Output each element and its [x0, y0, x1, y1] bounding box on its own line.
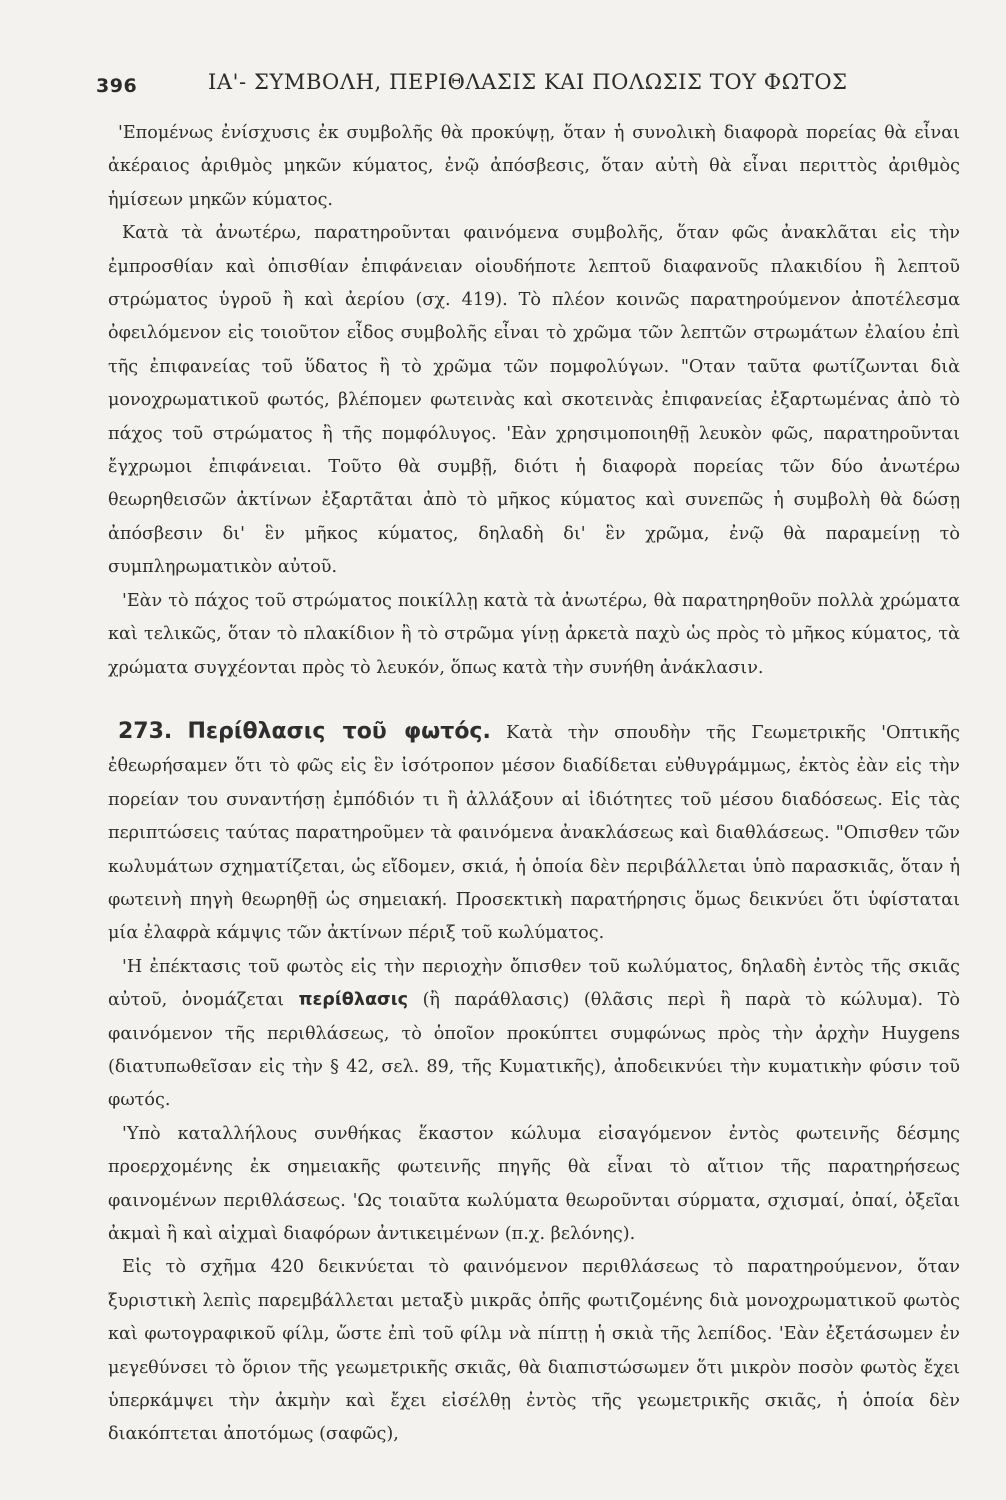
section-title: Περίθλασις τοῦ φωτός. [187, 718, 491, 744]
page-header [96, 68, 956, 102]
section-273 [108, 715, 960, 951]
paragraph-3: 'Εὰν τὸ πάχος τοῦ στρώματος ποικίλλῃ κατὰ τὰ ἀνωτέρω, θὰ παρατηρηθοῦν πολλὰ χρώματα καὶ τελικῶς, ὅταν τὸ πλακίδιον ἢ τὸ στρῶμα γίνῃ ἀρκετὰ παχὺ ὡς πρὸς τὸ μῆκος κύματος, τὰ χρώματα συγχέονται πρὸς τὸ λευκόν, ὅπως κατὰ τὴν συνήθη ἀνάκλασιν. [108, 590, 960, 678]
running-head: ΙΑ'- ΣΥΜΒΟΛΗ, ΠΕΡΙΘΛΑΣΙΣ ΚΑΙ ΠΟΛΩΣΙΣ ΤΟΥ ΦΩΤΟΣ [208, 70, 848, 94]
paragraph-5-before: 'Η ἐπέκτασις τοῦ φωτὸς εἰς τὴν περιοχὴν ὄπισθεν τοῦ κωλύματος, δηλαδὴ ἐντὸς τῆς σκιᾶς αὐτοῦ, ὀνομάζεται [108, 956, 960, 1011]
paragraph-2: Κατὰ τὰ ἀνωτέρω, παρατηροῦνται φαινόμενα συμβολῆς, ὅταν φῶς ἀνακλᾶται εἰς τὴν ἐμπροσθίαν καὶ ὀπισθίαν ἐπιφάνειαν οἱουδήποτε λεπτοῦ διαφανοῦς πλακιδίου ἢ λεπτοῦ στρώματος ὑγροῦ ἢ καὶ ἀερίου (σχ. 419). Τὸ πλέον κοινῶς παρατηρούμενον ἀποτέλεσμα ὀφειλόμενον εἰς τοιοῦτον εἶδος συμβολῆς εἶναι τὸ χρῶμα τῶν λεπτῶν στρωμάτων ἐλαίου ἐπὶ τῆς ἐπιφανείας τοῦ ὕδατος ἢ τὸ χρῶμα τῶν πομφολύγων. "Οταν ταῦτα φωτίζωνται διὰ μονοχρωματικοῦ φωτός, βλέπομεν φωτεινὰς καὶ σκοτεινὰς ἐπιφανείας ἐξαρτωμένας ἀπὸ τὸ πάχος τοῦ στρώματος ἢ τῆς πομφόλυγος. 'Εὰν χρησιμοποιηθῇ λευκὸν φῶς, παρατηροῦνται ἔγχρωμοι ἐπιφάνειαι. Τοῦτο θὰ συμβῇ, διότι ἡ διαφορὰ πορείας τῶν δύο ἀνωτέρω θεωρηθεισῶν ἀκτίνων ἐξαρτᾶται ἀπὸ τὸ μῆκος κύματος καὶ συνεπῶς ἡ συμβολὴ θὰ δώσῃ ἀπόσβεσιν δι' ἓν μῆκος κύματος, δηλαδὴ δι' ἓν χρῶμα, ἐνῷ θὰ παραμείνῃ τὸ συμπληρωματικὸν αὐτοῦ. [108, 223, 960, 578]
page-body [108, 117, 960, 1452]
paragraph-5-after: (ἢ παράθλασις) (θλᾶσις περὶ ἢ παρὰ τὸ κώλυμα). Τὸ φαινόμενον τῆς περιθλάσεως, τὸ ὁποῖον προκύπτει συμφώνως πρὸς τὴν ἀρχὴν Huygens (διατυπωθεῖσαν εἰς τὴν § 42, σελ. 89, τῆς Κυματικῆς), ἀποδεικνύει τὴν κυματικὴν φύσιν τοῦ φωτός. [108, 990, 960, 1111]
term-perithlasis: περίθλασις [298, 990, 409, 1011]
paragraph-6: 'Υπὸ καταλλήλους συνθήκας ἕκαστον κώλυμα εἰσαγόμενον ἐντὸς φωτεινῆς δέσμης προερχομένης ἐκ σημειακῆς φωτεινῆς πηγῆς θὰ εἶναι τὸ αἴτιον τῆς παρατηρήσεως φαινομένων περιθλάσεως. 'Ως τοιαῦτα κωλύματα θεωροῦνται σύρματα, σχισμαί, ὀπαί, ὀξεῖαι ἀκμαὶ ἢ καὶ αἰχμαὶ διαφόρων ἀντικειμένων (π.χ. βελόνης). [108, 1123, 960, 1244]
page-number: 396 [96, 75, 138, 97]
paragraph-7: Εἰς τὸ σχῆμα 420 δεικνύεται τὸ φαινόμενον περιθλάσεως τὸ παρατηρούμενον, ὅταν ξυριστικὴ λεπὶς παρεμβάλλεται μεταξὺ μικρᾶς ὀπῆς φωτιζομένης διὰ μονοχρωματικοῦ φωτὸς καὶ φωτογραφικοῦ φίλμ, ὥστε ἐπὶ τοῦ φίλμ νὰ πίπτῃ ἡ σκιὰ τῆς λεπίδος. 'Εὰν ἐξετάσωμεν ἐν μεγεθύνσει τὸ ὅριον τῆς γεωμετρικῆς σκιᾶς, θὰ διαπιστώσωμεν ὅτι μικρὸν ποσὸν φωτὸς ἔχει ὑπερκάμψει τὴν ἀκμὴν καὶ ἔχει εἰσέλθῃ ἐντὸς τῆς γεωμετρικῆς σκιᾶς, ἡ ὁποία δὲν διακόπτεται ἀποτόμως (σαφῶς), [108, 1257, 960, 1445]
section-intro: Κατὰ τὴν σπουδὴν τῆς Γεωμετρικῆς 'Οπτικῆς ἐθεωρήσαμεν ὅτι τὸ φῶς εἰς ἓν ἰσότροπον μέσον διαδίδεται εὐθυγράμμως, ἐκτὸς ἐὰν εἰς τὴν πορείαν του συναντήσῃ ἐμπόδιόν τι ἢ ἀλλάξουν αἱ ἰδιότητες τοῦ μέσου διαδόσεως. Εἰς τὰς περιπτώσεις ταύτας παρατηροῦμεν τὰ φαινόμενα ἀνακλάσεως καὶ διαθλάσεως. "Οπισθεν τῶν κωλυμάτων σχηματίζεται, ὡς εἴδομεν, σκιά, ἡ ὁποία δὲν περιβάλλεται ὑπὸ παρασκιᾶς, ὅταν ἡ φωτεινὴ πηγὴ θεωρηθῇ ὡς σημειακή. Προσεκτικὴ παρατήρησις ὅμως δεικνύει ὅτι ὑφίσταται μία ἐλαφρὰ κάμψις τῶν ἀκτίνων πέριξ τοῦ κωλύματος. [108, 722, 960, 944]
paragraph-1: 'Επομένως ἐνίσχυσις ἐκ συμβολῆς θὰ προκύψῃ, ὅταν ἡ συνολικὴ διαφορὰ πορείας θὰ εἶναι ἀκέραιος ἀριθμὸς μηκῶν κύματος, ἐνῷ ἀπόσβεσις, ὅταν αὐτὴ θὰ εἶναι περιττὸς ἀριθμὸς ἡμίσεων μηκῶν κύματος. [108, 123, 960, 210]
section-number: 273. [118, 718, 173, 744]
paragraph-5 [108, 951, 960, 1118]
